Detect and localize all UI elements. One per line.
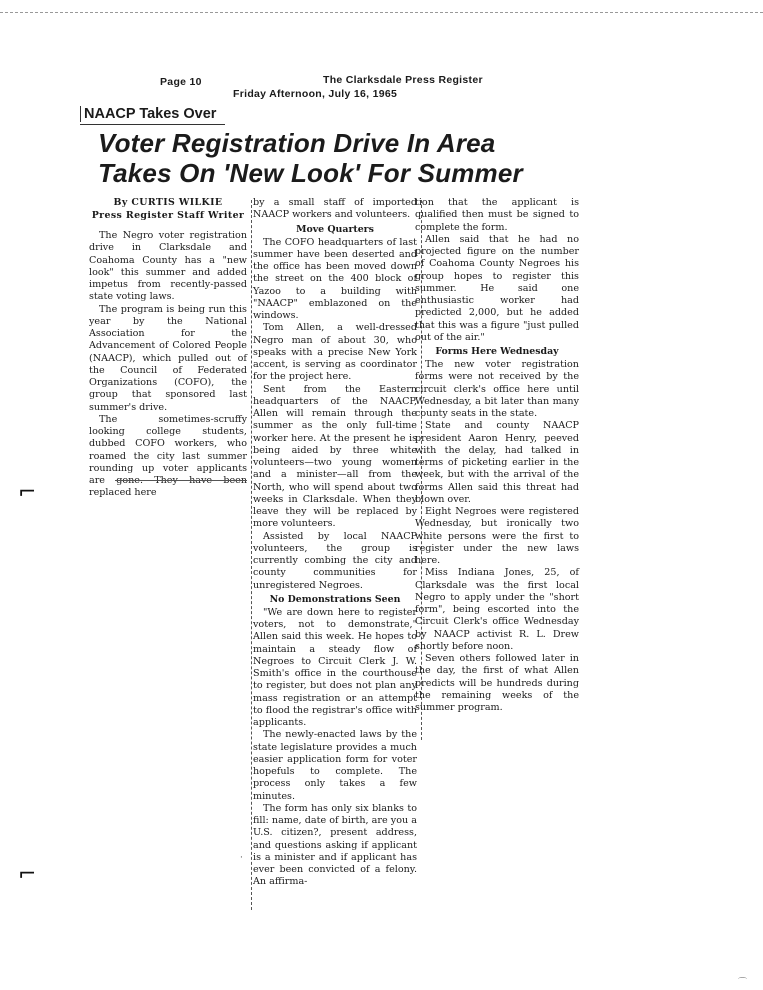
column-3-text-b (415, 359, 579, 714)
section-kicker: NAACP Takes Over (80, 106, 219, 122)
binder-mark-bottom: ⌐ (18, 862, 37, 887)
paragraph: The new voter registration forms were not received by the circuit clerk's office here until Wednesday, a bit later than many county seats in the state. (415, 359, 579, 419)
column-3-text-a (415, 197, 579, 344)
binder-mark-top: ⌐ (18, 480, 37, 505)
paragraph: Eight Negroes were registered Wednesday, but ironically two white persons were the first to register under the new laws here. (415, 506, 579, 566)
subhead-move-quarters: Move Quarters (296, 223, 374, 235)
paragraph: The program is being run this year by the National Association for the Advancement of Colored People (NAACP), which pulled out of the Council of Federated Organizations (COFO), the group that sponsored last summer's drive. (89, 303, 247, 413)
issue-date: Friday Afternoon, July 16, 1965 (233, 88, 398, 100)
headline-line-2: Takes On 'New Look' For Summer (98, 158, 523, 188)
paragraph: The newly-enacted laws by the state legislature provides a much easier application form for voter hopefuls to complete. The process only takes a few minutes. (253, 729, 417, 802)
page-top-edge (0, 12, 763, 13)
kicker-underline (80, 124, 225, 125)
column-2-text-c (253, 607, 417, 889)
paragraph: Seven others followed later in the day, the first of what Allen predicts will be hundreds during the remaining weeks of the summer program. (415, 653, 579, 713)
column-1-text (89, 230, 247, 500)
subhead-forms-here: Forms Here Wednesday (435, 346, 559, 357)
article-column-1 (89, 197, 247, 500)
paragraph: tion that the applicant is qualified then must be signed to complete the form. (415, 197, 579, 233)
column-divider-1 (251, 200, 252, 910)
scan-speck: · (240, 853, 243, 863)
scan-speck-corner: ⌒ (738, 978, 748, 988)
paragraph: The Negro voter registration drive in Clarksdale and Coahoma County has a "new look" this summer and added impetus from recently-passed state voting laws. (89, 230, 247, 303)
newspaper-name: The Clarksdale Press Register (323, 74, 483, 86)
paragraph: Tom Allen, a well-dressed Negro man of about 30, who speaks with a precise New York accent, is serving as coordinator for the project here. (253, 322, 417, 383)
paragraph: Miss Indiana Jones, 25, of Clarksdale was the first local Negro to apply under the "short form", being escorted into the Circuit Clerk's office Wednesday by NAACP activist R. L. Drew shortly before noon. (415, 567, 579, 652)
subhead-no-demonstrations: No Demonstrations Seen (269, 593, 401, 605)
column-1-end-rule (115, 480, 247, 481)
paragraph: Allen said that he had no projected figure on the number of Coahoma County Negroes his group hopes to register this summer. He said one enthusiastic worker had predicted 2,000, but he added that this was a figure "just pulled out of the air." (415, 233, 579, 343)
paragraph: Assisted by local NAACP volunteers, the group is currently combing the city and county communities for unregistered Negroes. (253, 530, 417, 591)
paragraph: The sometimes-scruffy looking college students, dubbed COFO workers, who roamed the city last summer rounding up voter applicants are gone. They have been replaced here (89, 413, 247, 499)
paragraph: "We are down here to register voters, not to demonstrate," Allen said this week. He hopes to maintain a steady flow of Negroes to Circuit Clerk J. W. Smith's office in the courthouse to register, but does not plan any mass registration or an attempt to flood the registrar's office with applicants. (253, 606, 417, 728)
column-2-text-a (253, 197, 417, 222)
byline-name: By CURTIS WILKIE (113, 197, 223, 208)
paragraph: Sent from the Eastern headquarters of the NAACP, Allen will remain through the summer as the only full-time worker here. At the present he is being aided by three white volunteers—two young women and a minister—all from the North, who will spend about two weeks in Clarksdale. When they leave they will be replaced by more volunteers. (253, 383, 417, 530)
paragraph: by a small staff of imported NAACP workers and volunteers. (253, 197, 417, 221)
byline-title: Press Register Staff Writer (91, 209, 245, 221)
article-column-2 (253, 197, 417, 889)
article-column-3 (415, 197, 579, 714)
paragraph: The form has only six blanks to fill: name, date of birth, are you a U.S. citizen?, present address, and questions asking if applicant is a minister and if applicant has ever been convicted of a felony. An affirma- (253, 802, 417, 888)
headline-line-1: Voter Registration Drive In Area (98, 128, 496, 158)
paragraph: The COFO headquarters of last summer have been deserted and the office has been moved down the street on the 400 block of Yazoo to a building with "NAACP" emblazoned on the windows. (253, 236, 417, 321)
paragraph: State and county NAACP president Aaron Henry, peeved with the delay, had talked in terms of picketing earlier in the week, but with the arrival of the forms Allen said this threat had blown over. (415, 420, 579, 505)
page-number: Page 10 (160, 76, 202, 88)
column-2-text-b (253, 237, 417, 592)
